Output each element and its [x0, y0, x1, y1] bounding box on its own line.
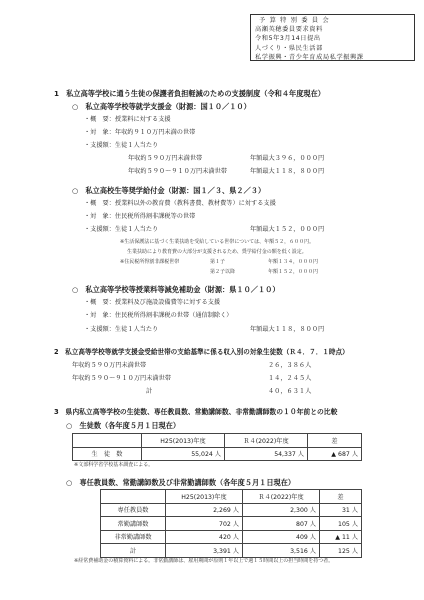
table-row [101, 503, 362, 517]
cell-r4: 3,516 人 [243, 544, 320, 558]
s1b-first-child-amount: 年額１３４，０００円 [268, 259, 319, 265]
s1b-target: ・対 象：住民税所得割非課税等の世帯 [84, 213, 196, 220]
s1c-amount-label: ・支援額：生徒１人当たり [84, 326, 159, 333]
table-header-cell: H25(2013)年度 [166, 490, 243, 504]
table-header-cell [101, 490, 166, 504]
s1b-second-child: 第２子以降 [210, 269, 236, 275]
table-header-row [73, 434, 362, 448]
s2-tier2-count: １４，２４５人 [268, 375, 312, 382]
cell-h25: 3,391 人 [166, 544, 243, 558]
cell-h25: 702 人 [166, 517, 243, 531]
row-label: 計 [101, 544, 166, 558]
s1b-first-child: 第１子 [210, 259, 226, 265]
s1c-title: ○ 私立高等学校等授業料等減免補助金（財源：県１０／１０） [72, 285, 280, 294]
header-line-division: 私学振興・青少年育成局私学振興課 [255, 53, 364, 61]
row-label: 常勤講師数 [101, 517, 166, 531]
cell-diff: ▲ 687 人 [308, 447, 362, 461]
cell-diff: 31 人 [320, 503, 362, 517]
table-header-row [101, 490, 362, 504]
header-line-requester: 高瀬英穂委員要求資料 [255, 26, 323, 34]
s1b-amount: 年額最大１５２，０００円 [250, 226, 325, 233]
teacher-count-table [100, 489, 362, 558]
s1a-title: ○ 私立高等学校等就学支援金（財源：国１０／１０） [72, 102, 251, 111]
section3-title: 3 県内私立高等学校の生徒数、専任教員数、常勤講師数、非常勤講師数の１０年前との比較 [54, 408, 338, 416]
cell-diff: 125 人 [320, 544, 362, 558]
table-header-cell: Ｒ４(2022)年度 [225, 434, 308, 448]
s2-tier1-label: 年収約５９０万円未満世帯 [72, 362, 147, 369]
table-row [101, 544, 362, 558]
cell-h25: 2,269 人 [166, 503, 243, 517]
header-line-date: 令和5年3月14日提出 [255, 35, 321, 43]
cell-diff: ▲ 11 人 [320, 530, 362, 544]
row-label: 専任教員数 [101, 503, 166, 517]
s2-total-label: 計 [146, 388, 153, 395]
s1b-second-child-amount: 年額１５２，０００円 [268, 269, 319, 275]
s3a-title: ○ 生徒数（各年度５月１日現在） [66, 421, 181, 430]
s3a-note: ※文部科学省学校基本調査による。 [74, 462, 154, 468]
s3b-title: ○ 専任教員数、常勤講師数及び非常勤講師数（各年度５月１日現在） [66, 478, 296, 487]
s2-tier2-label: 年収約５９０～９１０万円未満世帯 [72, 375, 171, 382]
s2-tier1-count: ２６，３８６人 [268, 362, 312, 369]
cell-r4: 2,300 人 [243, 503, 320, 517]
table-header-cell: 差 [320, 490, 362, 504]
s1a-target: ・対 象：年収約９１０万円未満の世帯 [84, 129, 196, 136]
s1b-amount-label: ・支援額：生徒１人当たり [84, 226, 159, 233]
table-header-cell: Ｒ４(2022)年度 [243, 490, 320, 504]
section2-title: 2 私立高等学校等就学支援金受給世帯の支給基準に係る収入別の対象生徒数（Ｒ４．７．１時点） [54, 348, 349, 356]
s3b-note: ※経常費補助金の積算資料による。非常勤講師は、雇用期間が原則１年以上で週１５時間以上の担当時間を持つ者。 [74, 558, 334, 564]
s1a-tier1-amount: 年額最大３９６，０００円 [250, 155, 325, 162]
table-header-cell: 差 [308, 434, 362, 448]
student-count-table [72, 433, 362, 461]
s2-total-count: ４０，６３１人 [268, 388, 312, 395]
s1b-note1: ※生活保護法に基づく生業扶助を受給している世帯については、年額５２，６００円。 [120, 239, 315, 245]
header-line-committee: 予算特別委員会 [259, 17, 334, 24]
table-row [73, 447, 362, 461]
cell-r4: 409 人 [243, 530, 320, 544]
s1b-note2: 生業扶助により教育費の大部分が支援されるため、奨学給付金の額を低く設定。 [127, 249, 307, 255]
s1a-amount-label: ・支援額：生徒１人当たり [84, 142, 159, 149]
submission-header-box [250, 14, 415, 61]
table-header-cell: H25(2013)年度 [142, 434, 225, 448]
header-line-department: 人づくり・県民生活部 [255, 44, 323, 52]
s1a-overview: ・概 要：授業料に対する支援 [84, 116, 171, 123]
row-label: 生 徒 数 [73, 447, 142, 461]
s1c-amount: 年額最大１１８，８００円 [250, 326, 325, 333]
s1b-overview: ・概 要：授業料以外の教育費（教科書費、教材費等）に対する支援 [84, 200, 276, 207]
table-row [101, 517, 362, 531]
s1a-tier1-label: 年収約５９０万円未満世帯 [128, 155, 203, 162]
s1c-overview: ・概 要：授業料及び施設設備費等に対する支援 [84, 299, 221, 306]
cell-diff: 105 人 [320, 517, 362, 531]
s1b-title: ○ 私立高校生等奨学給付金（財源：国１／３、県２／３） [72, 186, 266, 195]
cell-h25: 420 人 [166, 530, 243, 544]
row-label: 非常勤講師数 [101, 530, 166, 544]
table-header-cell [73, 434, 142, 448]
s1a-tier2-amount: 年額最大１１８，８００円 [250, 168, 325, 175]
table-row [101, 530, 362, 544]
s1c-target: ・対 象：住民税所得割非課税の世帯（通信制除く） [84, 312, 233, 319]
cell-r4: 807 人 [243, 517, 320, 531]
s1a-tier2-label: 年収約５９０～９１０万円未満世帯 [128, 168, 227, 175]
s1b-note3: ※住民税所得割非課税世帯 [120, 259, 180, 265]
section1-title: 1 私立高等学校に通う生徒の保護者負担軽減のための支援制度（令和４年度現在） [54, 89, 325, 98]
cell-h25: 55,024 人 [142, 447, 225, 461]
cell-r4: 54,337 人 [225, 447, 308, 461]
